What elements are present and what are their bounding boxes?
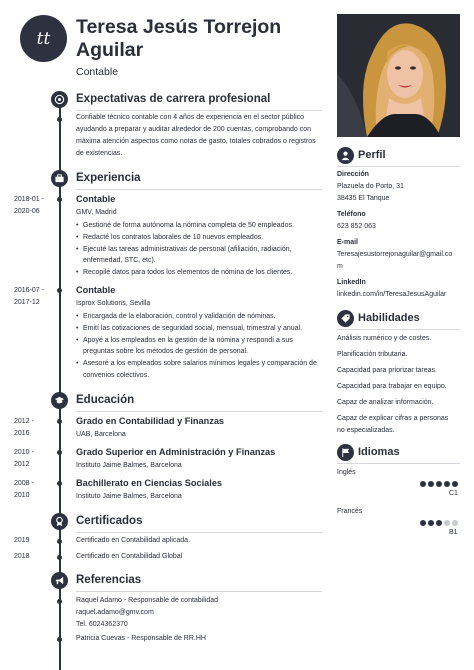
references-section-title: Referencias — [76, 574, 142, 586]
address-line-1: Plazuela do Porto, 31 — [337, 183, 404, 190]
linkedin-value[interactable]: linkedin.com/in/TeresaJesusAguilar — [337, 291, 447, 298]
email-line-2[interactable]: m — [337, 263, 343, 270]
rating-dot — [452, 520, 458, 526]
edu-date-start: 2008 - — [14, 480, 34, 487]
timeline-dot — [57, 117, 62, 122]
job-title: Contable — [76, 194, 116, 204]
language-level: B1 — [449, 529, 458, 536]
edu-date-end: 2010 — [14, 492, 30, 499]
rating-dot — [436, 481, 442, 487]
rating-dot — [420, 481, 426, 487]
skills-title: Habilidades — [358, 312, 420, 324]
job-bullet: • Gestioné de forma autónoma la nómina completa de 50 empleados. — [76, 220, 321, 232]
reference-name: Raquel Adamo - Responsable de contabilidad — [76, 597, 219, 604]
job-title: Contable — [76, 285, 116, 295]
languages-title: Idiomas — [358, 446, 400, 458]
job-bullet: • Redacté los contratos laborales de 10 nuevos empleados. — [76, 232, 321, 244]
language-rating — [420, 520, 458, 526]
address-label: Dirección — [337, 171, 369, 178]
phone-value: 623 852 063 — [337, 223, 376, 230]
reference-phone: Tel. 6024362370 — [76, 621, 128, 628]
timeline-dot — [57, 481, 62, 486]
job-date-end: 2017-12 — [14, 299, 40, 306]
rating-dot — [444, 520, 450, 526]
profile-title: Perfil — [358, 149, 386, 161]
section-divider — [76, 532, 322, 533]
cert-year: 2018 — [14, 553, 30, 560]
skill-item: Capacidad para priorizar tareas. — [337, 367, 437, 374]
edu-date-start: 2010 - — [14, 449, 34, 456]
timeline-dot — [57, 288, 62, 293]
rating-dot — [444, 481, 450, 487]
phone-label: Teléfono — [337, 211, 366, 218]
education-section-title: Educación — [76, 394, 135, 406]
edu-school: UAB, Barcelona — [76, 431, 126, 438]
edu-date-end: 2012 — [14, 461, 30, 468]
rating-dot — [436, 520, 442, 526]
edu-school: Instituto Jaime Balmes, Barcelona — [76, 493, 182, 500]
cert-name: Certificado en Contabilidad Global — [76, 553, 183, 560]
briefcase-icon — [51, 170, 68, 187]
flag-icon — [337, 444, 354, 461]
full-name — [76, 16, 326, 62]
megaphone-icon — [51, 572, 68, 589]
name-line-1: Teresa Jesús Torrejon — [76, 16, 282, 38]
job-date-start: 2016-07 - — [14, 287, 44, 294]
experience-section-title: Experiencia — [76, 172, 141, 184]
name-line-2: Aguilar — [76, 39, 144, 61]
skill-item: Planificación tributaria. — [337, 351, 408, 358]
email-label: E-mail — [337, 239, 359, 246]
timeline-dot — [57, 555, 62, 560]
language-name: Inglés — [337, 469, 356, 476]
job-bullets — [76, 220, 321, 279]
language-name: Francés — [337, 508, 363, 515]
initials-logo — [20, 15, 67, 62]
edu-date-start: 2012 - — [14, 418, 34, 425]
reference-email[interactable]: raquel.adamo@gmv.com — [76, 609, 154, 616]
skill-item: Capaz de analizar información. — [337, 399, 434, 406]
reference-name: Patricia Cuevas - Responsable de RR.HH — [76, 635, 206, 642]
rating-dot — [428, 520, 434, 526]
job-bullet: • Ejecuté las tareas administrativas de personal (afiliación, radiación, enfermedad, STC, etc). — [76, 244, 321, 268]
section-divider — [76, 411, 322, 412]
rating-dot — [428, 481, 434, 487]
timeline-dot — [57, 419, 62, 424]
timeline-dot — [57, 197, 62, 202]
job-bullet: • Encargada de la elaboración, control y validación de nóminas. — [76, 311, 321, 323]
award-icon — [51, 513, 68, 530]
cert-name: Certificado en Contabilidad aplicada. — [76, 537, 191, 544]
job-bullet: • Asesoré a los empleados sobre salarios mínimos legales y comparación de convenios colectivos. — [76, 358, 321, 382]
skill-item: Capaz de explicar cifras a personas no especializadas. — [337, 415, 449, 434]
linkedin-label: LinkedIn — [337, 279, 366, 286]
section-divider — [337, 463, 460, 464]
profile-photo — [337, 14, 460, 137]
edu-title: Grado en Contabilidad y Finanzas — [76, 416, 225, 426]
timeline-dot — [57, 637, 62, 642]
cert-year: 2019 — [14, 537, 30, 544]
job-bullet: • Emití las cotizaciones de seguridad social, mensual, trimestral y anual. — [76, 323, 321, 335]
rating-dot — [452, 481, 458, 487]
job-company: GMV, Madrid — [76, 209, 117, 216]
edu-title: Bachillerato en Ciencias Sociales — [76, 478, 223, 488]
job-bullet: • Recopilé datos para todos los elementos de nómina de los clientes. — [76, 267, 321, 279]
timeline-dot — [57, 599, 62, 604]
graduation-cap-icon — [51, 392, 68, 409]
career-section-title: Expectativas de carrera profesional — [76, 93, 271, 105]
job-company: Isprox Solutions, Sevilla — [76, 300, 151, 307]
section-divider — [76, 189, 322, 190]
edu-date-end: 2016 — [14, 430, 30, 437]
timeline-dot — [57, 450, 62, 455]
section-divider — [337, 329, 460, 330]
timeline-dot — [57, 539, 62, 544]
edu-title: Grado Superior en Administración y Finanzas — [76, 447, 276, 457]
job-role: Contable — [76, 66, 119, 78]
job-bullets — [76, 311, 321, 382]
address-line-2: 38435 El Tanque — [337, 195, 390, 202]
skill-item: Capacidad para trabajar en equipo. — [337, 383, 447, 390]
job-date-end: 2020-06 — [14, 208, 40, 215]
email-line-1[interactable]: Teresajesustorrejonaguilar@gmail.co — [337, 251, 453, 258]
edu-school: Instituto Jaime Balmes, Barcelona — [76, 462, 182, 469]
section-divider — [76, 110, 322, 111]
section-divider — [337, 166, 460, 167]
tag-icon — [337, 310, 354, 327]
user-icon — [337, 147, 354, 164]
job-bullet: • Apoyé a los empleados en la gestión de la nómina y respondí a sus preguntas sobre los métodos de gestión de personal. — [76, 335, 321, 359]
rating-dot — [420, 520, 426, 526]
career-summary: Confiable técnico contable con 4 años de experiencia en el sector público ayudando a preparar y auditar alrededor de 200 cuentas, comprobando con máxima atención aspectos como notas de gasto, totales cobrados o registros de existencias. — [76, 114, 316, 157]
initials-text: tt — [36, 28, 51, 49]
certificates-section-title: Certificados — [76, 515, 143, 527]
section-divider — [76, 591, 322, 592]
language-rating — [420, 481, 458, 487]
language-level: C1 — [449, 490, 458, 497]
target-icon — [51, 91, 68, 108]
skill-item: Análisis numérico y de costes. — [337, 335, 432, 342]
job-date-start: 2018-01 - — [14, 196, 44, 203]
